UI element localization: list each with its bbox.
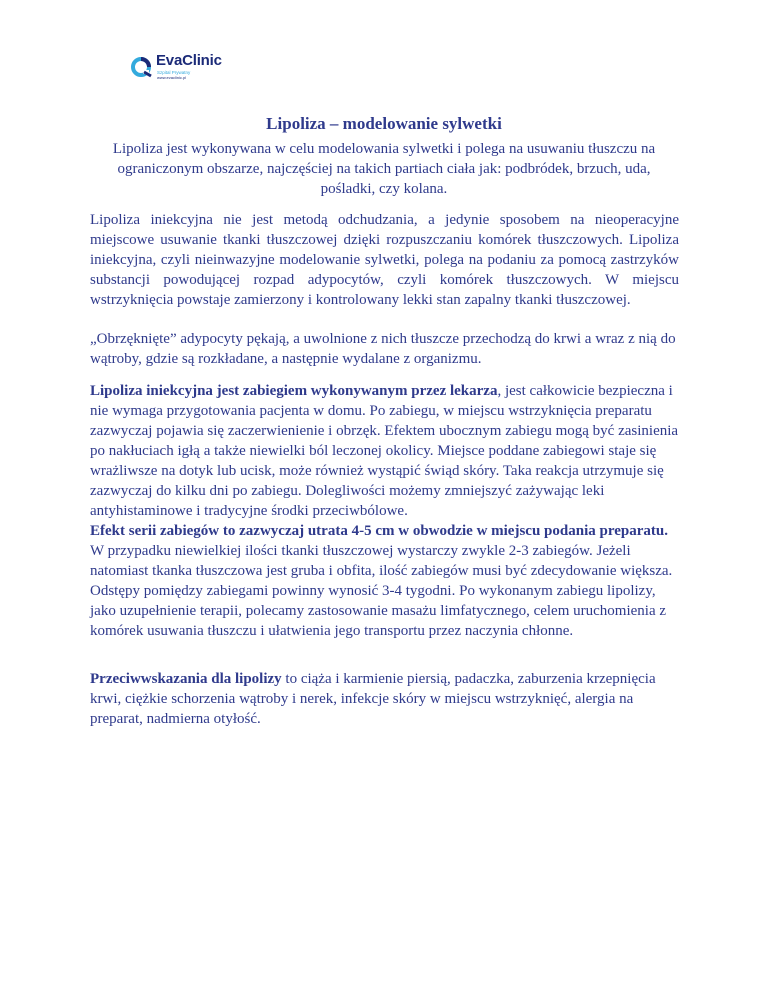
paragraph-effects <box>90 521 679 641</box>
paragraph-adipocytes: „Obrzęknięte” adypocyty pękają, a uwolnione z nich tłuszcze przechodzą do krwi a wraz z nią do wątroby, gdzie są rozkładane, a następnie wydalane z organizmu. <box>90 331 676 367</box>
paragraph-procedure <box>90 381 679 521</box>
logo-url: www.evaclinic.pl <box>157 75 187 80</box>
paragraph-effects-text: W przypadku niewielkiej ilości tkanki tłuszczowej wystarczy zwykle 2-3 zabiegów. Jeżeli natomiast tkanka tłuszczowa jest gruba i obfita, ilość zabiegów musi być zdecydowanie większa. Odstępy pomiędzy zabiegami powinny wynosić 3-4 tygodni. Po wykonanym zabiegu lipolizy, jako uzupełnienie terapii, polecamy zastosowanie masażu limfatycznego, celem uruchomienia z komórek usuwania tłuszczu i ułatwienia jego transportu przez naczynia chłonne. <box>90 543 673 639</box>
evaclinic-logo[interactable] <box>130 52 222 88</box>
paragraph-contraindications-bold: Przeciwwskazania dla lipolizy <box>90 671 282 687</box>
paragraph-procedure-text: , jest całkowicie bezpieczna i nie wymaga przygotowania pacjenta w domu. Po zabiegu, w miejscu wstrzyknięcia preparatu zazwyczaj pojawia się zaczerwienienie i obrzęk. Efektem ubocznym zabiegu mogą być zasinienia po nakłuciach igłą a także niewielki ból leczonej okolicy. Miejsce poddane zabiegowi staje się wrażliwsze na dotyk lub ucisk, może również wystąpić świąd skóry. Taka reakcja utrzymuje się zazwyczaj do kilku dni po zabiegu. Dolegliwości możemy zmniejszyć zażywając leki antyhistaminowe i tradycyjne środki przeciwbólowe. <box>90 383 679 519</box>
intro-paragraph: Lipoliza jest wykonywana w celu modelowania sylwetki i polega na usuwaniu tłuszczu na ograniczonym obszarze, najczęściej na takich partiach ciała jak: podbródek, brzuch, uda, pośladki, czy kolana. <box>112 141 656 197</box>
paragraph-contraindications <box>90 669 679 729</box>
logo-name: EvaClinic <box>156 52 222 69</box>
paragraph-effects-bold: Efekt serii zabiegów to zazwyczaj utrata 4-5 cm w obwodzie w miejscu podania preparatu. <box>90 523 668 539</box>
paragraph-contraindications-text: to ciąża i karmienie piersią, padaczka, zaburzenia krzepnięcia krwi, ciężkie schorzenia wątroby i nerek, infekcje skóry w miejscu wstrzyknięć, alergia na preparat, nadmierna otyłość. <box>90 671 656 727</box>
logo-text <box>156 52 222 80</box>
paragraph-injection-lipolysis: Lipoliza iniekcyjna nie jest metodą odchudzania, a jedynie sposobem na nieoperacyjne miejscowe usuwanie tkanki tłuszczowej dzięki rozpuszczaniu komórek tłuszczowych. Lipoliza iniekcyjna, czyli nieinwazyjne modelowanie sylwetki, polega na podaniu za pomocą zastrzyków substancji powodującej rozpad adypocytów, czyli komórek tłuszczowych. W miejscu wstrzyknięcia powstaje zamierzony i kontrolowany lekki stan zapalny tkanki tłuszczowej. <box>90 212 679 308</box>
logo-subtitle: Szpital Prywatny <box>157 70 191 75</box>
paragraph-procedure-bold: Lipoliza iniekcyjna jest zabiegiem wykonywanym przez lekarza <box>90 383 498 399</box>
evaclinic-logo-icon <box>130 56 152 78</box>
page-title: Lipoliza – modelowanie sylwetki <box>266 114 502 133</box>
